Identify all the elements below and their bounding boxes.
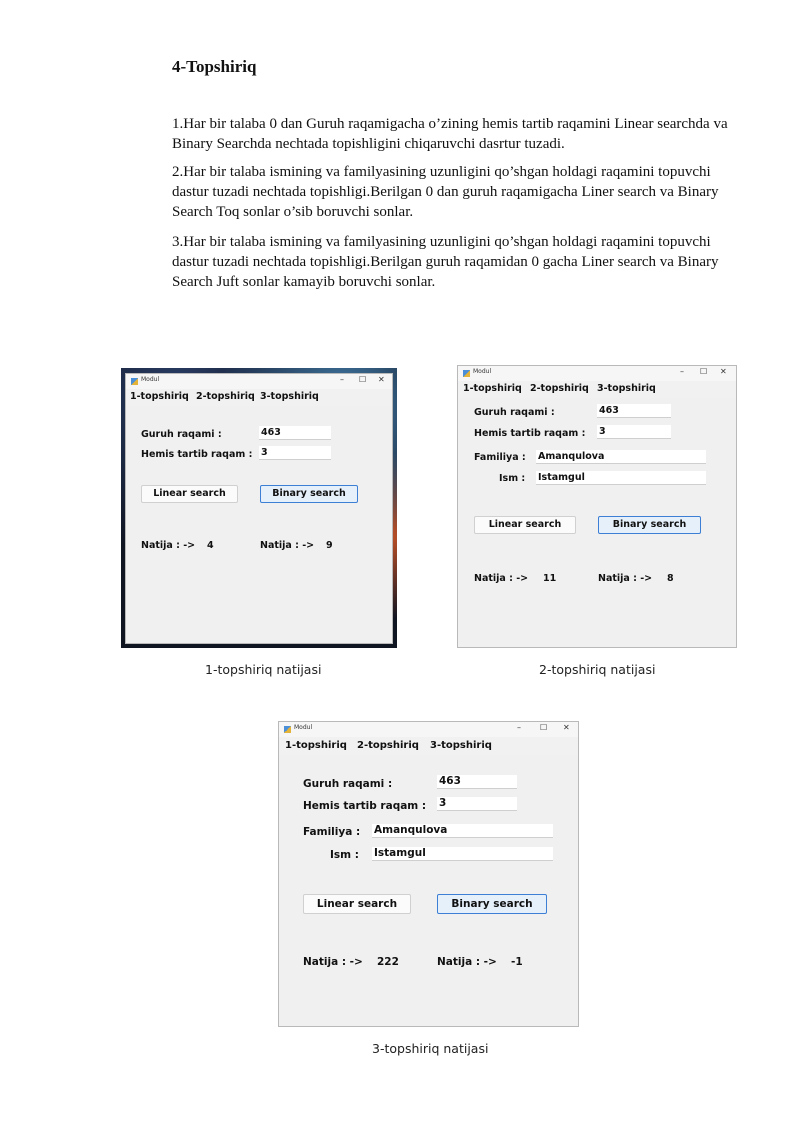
- guruh-raqami-input[interactable]: 463: [437, 775, 517, 789]
- maximize-icon[interactable]: ☐: [359, 375, 367, 384]
- familiya-input[interactable]: Amanqulova: [372, 824, 553, 838]
- close-icon[interactable]: ✕: [563, 723, 570, 732]
- menu-item-1-topshiriq[interactable]: 1-topshiriq: [463, 383, 522, 394]
- close-icon[interactable]: ✕: [720, 367, 727, 376]
- binary-search-button[interactable]: Binary search: [260, 485, 358, 503]
- app-icon: [131, 378, 138, 385]
- screenshot-1-window: [125, 373, 393, 644]
- menu-item-2-topshiriq[interactable]: 2-topshiriq: [357, 740, 419, 751]
- linear-search-button[interactable]: Linear search: [474, 516, 576, 534]
- binary-search-button[interactable]: Binary search: [437, 894, 547, 914]
- minimize-icon[interactable]: –: [517, 723, 521, 732]
- minimize-icon[interactable]: –: [340, 375, 344, 384]
- binary-natija-value: 8: [667, 573, 674, 584]
- hemis-tartib-raqam-input[interactable]: 3: [259, 446, 331, 460]
- caption-2: 2-topshiriq natijasi: [539, 662, 656, 677]
- guruh-raqami-label: Guruh raqami :: [303, 778, 393, 790]
- binary-natija-value: -1: [511, 956, 523, 968]
- binary-natija-value: 9: [326, 540, 333, 551]
- menu-item-1-topshiriq[interactable]: 1-topshiriq: [285, 740, 347, 751]
- hemis-tartib-raqam-label: Hemis tartib raqam :: [474, 428, 586, 439]
- form-body: [126, 406, 392, 643]
- menu-item-3-topshiriq[interactable]: 3-topshiriq: [597, 383, 656, 394]
- menu-item-3-topshiriq[interactable]: 3-topshiriq: [260, 391, 319, 402]
- linear-natija-value: 222: [377, 956, 399, 968]
- menu-item-1-topshiriq[interactable]: 1-topshiriq: [130, 391, 189, 402]
- guruh-raqami-input[interactable]: 463: [259, 426, 331, 440]
- maximize-icon[interactable]: ☐: [700, 367, 708, 376]
- ism-label: Ism :: [499, 473, 526, 484]
- guruh-raqami-input[interactable]: 463: [597, 404, 671, 418]
- menu-bar: [126, 390, 392, 404]
- guruh-raqami-label: Guruh raqami :: [141, 429, 222, 440]
- document-heading: 4-Topshiriq: [172, 57, 257, 76]
- menu-item-3-topshiriq[interactable]: 3-topshiriq: [430, 740, 492, 751]
- linear-natija-value: 11: [543, 573, 557, 584]
- binary-natija-label: Natija : ->: [260, 540, 315, 551]
- menu-item-2-topshiriq[interactable]: 2-topshiriq: [196, 391, 255, 402]
- form-body: [279, 755, 578, 1026]
- caption-3: 3-topshiriq natijasi: [372, 1041, 489, 1056]
- maximize-icon[interactable]: ☐: [540, 723, 548, 732]
- linear-natija-value: 4: [207, 540, 214, 551]
- hemis-tartib-raqam-label: Hemis tartib raqam :: [141, 449, 253, 460]
- ism-label: Ism :: [330, 849, 359, 861]
- menu-bar: [458, 382, 736, 396]
- hemis-tartib-raqam-label: Hemis tartib raqam :: [303, 800, 427, 812]
- task-2-text: 2.Har bir talaba ismining va familyasining uzunligini qo’shgan holdagi raqamini topuvchi dastur tuzadi nechtada topishligi.Berilgan 0 dan guruh raqamigacha Liner search va Binary Search Toq sonlar o’sib boruvchi sonlar.: [172, 164, 719, 220]
- familiya-label: Familiya :: [474, 452, 526, 463]
- minimize-icon[interactable]: –: [680, 367, 684, 376]
- hemis-tartib-raqam-input[interactable]: 3: [437, 797, 517, 811]
- hemis-tartib-raqam-input[interactable]: 3: [597, 425, 671, 439]
- guruh-raqami-label: Guruh raqami :: [474, 407, 555, 418]
- linear-search-button[interactable]: Linear search: [141, 485, 238, 503]
- app-icon: [284, 726, 291, 733]
- linear-natija-label: Natija : ->: [303, 956, 363, 968]
- menu-item-2-topshiriq[interactable]: 2-topshiriq: [530, 383, 589, 394]
- screenshot-2-window: [457, 365, 737, 648]
- linear-natija-label: Natija : ->: [474, 573, 529, 584]
- title-bar: [279, 722, 578, 737]
- title-bar: [458, 366, 736, 381]
- task-3-text: 3.Har bir talaba ismining va familyasining uzunligini qo’shgan holdagi raqamini topuvchi dastur tuzadi nechtada topishligi.Berilgan guruh raqamidan 0 gacha Liner search va Binary Search Juft sonlar kamayib boruvchi sonlar.: [172, 234, 719, 290]
- ism-input[interactable]: Istamgul: [372, 847, 553, 861]
- caption-1: 1-topshiriq natijasi: [205, 662, 322, 677]
- title-bar: [126, 374, 392, 389]
- binary-natija-label: Natija : ->: [437, 956, 497, 968]
- familiya-label: Familiya :: [303, 826, 361, 838]
- linear-natija-label: Natija : ->: [141, 540, 196, 551]
- binary-search-button[interactable]: Binary search: [598, 516, 701, 534]
- window-title: Modul: [294, 724, 313, 731]
- task-1-text: 1.Har bir talaba 0 dan Guruh raqamigacha o’zining hemis tartib raqamini Linear searchda va Binary Searchda nechtada topishligini chiqaruvchi dasrtur tuzadi.: [172, 116, 728, 152]
- window-title: Modul: [141, 376, 160, 383]
- familiya-input[interactable]: Amanqulova: [536, 450, 706, 464]
- screenshot-3-window: [278, 721, 579, 1027]
- ism-input[interactable]: Istamgul: [536, 471, 706, 485]
- linear-search-button[interactable]: Linear search: [303, 894, 411, 914]
- binary-natija-label: Natija : ->: [598, 573, 653, 584]
- window-title: Modul: [473, 368, 492, 375]
- menu-bar: [279, 739, 578, 753]
- app-icon: [463, 370, 470, 377]
- close-icon[interactable]: ✕: [378, 375, 385, 384]
